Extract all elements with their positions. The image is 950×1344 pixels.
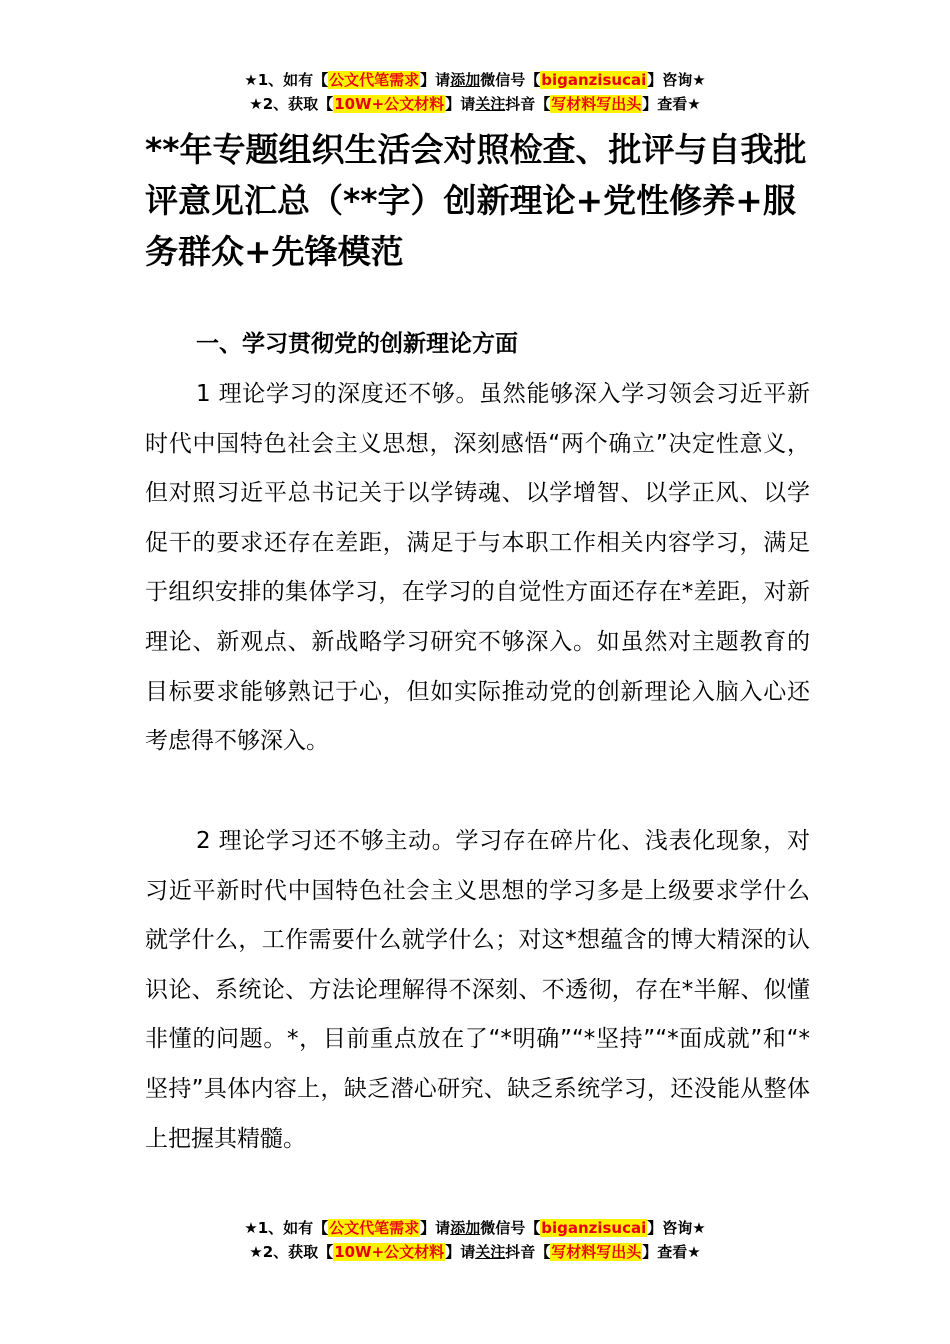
section-heading: 一、学习贯彻党的创新理论方面 bbox=[196, 331, 518, 357]
document-title: **年专题组织生活会对照检查、批评与自我批评意见汇总（**字）创新理论+党性修养+服务群众+先锋模范 bbox=[145, 130, 807, 271]
highlight-douyin-account: 写材料写出头 bbox=[551, 1243, 642, 1261]
highlight-service: 公文代笔需求 bbox=[329, 71, 420, 89]
banner-line-2 bbox=[0, 92, 950, 116]
banner-text: 抖音【 bbox=[505, 1243, 551, 1261]
banner-text: 】请 bbox=[445, 95, 476, 113]
banner-text: ★1、如有【 bbox=[244, 71, 329, 89]
highlight-materials: 10W+公文材料 bbox=[334, 95, 445, 113]
banner-text: 】查看★ bbox=[642, 95, 701, 113]
banner-text: 】请 bbox=[420, 71, 451, 89]
banner-line-2 bbox=[0, 1240, 950, 1264]
banner-line-1 bbox=[0, 68, 950, 92]
highlight-service: 公文代笔需求 bbox=[329, 1219, 420, 1237]
banner-text: 抖音【 bbox=[505, 95, 551, 113]
banner-text: ★1、如有【 bbox=[244, 1219, 329, 1237]
underlined-text: 添加 bbox=[450, 1219, 481, 1237]
body-paragraph: 1 理论学习的深度还不够。虽然能够深入学习领会习近平新时代中国特色社会主义思想，深刻感悟“两个确立”决定性意义，但对照习近平总书记关于以学铸魂、以学增智、以学正风、以学促干的要求还存在差距，满足于与本职工作相关内容学习，满足于组织安排的集体学习，在学习的自觉性方面还存在*差距，对新理论、新观点、新战略学习研究不够深入。如虽然对主题教育的目标要求能够熟记于心，但如实际推动党的创新理论入脑入心还考虑得不够深入。 bbox=[145, 381, 810, 755]
banner-text: 】查看★ bbox=[642, 1243, 701, 1261]
banner-text: 】请 bbox=[420, 1219, 451, 1237]
highlight-materials: 10W+公文材料 bbox=[334, 1243, 445, 1261]
top-banner bbox=[0, 68, 950, 116]
highlight-douyin-account: 写材料写出头 bbox=[551, 95, 642, 113]
banner-text: 微信号【 bbox=[480, 1219, 541, 1237]
underlined-text: 添加 bbox=[450, 71, 481, 89]
underlined-text: 关注 bbox=[475, 1243, 506, 1261]
banner-text: 】咨询★ bbox=[647, 71, 706, 89]
underlined-text: 关注 bbox=[475, 95, 506, 113]
bottom-banner bbox=[0, 1216, 950, 1264]
body-paragraph: 2 理论学习还不够主动。学习存在碎片化、浅表化现象，对习近平新时代中国特色社会主义思想的学习多是上级要求学什么就学什么，工作需要什么就学什么；对这*想蕴含的博大精深的认识论、系统论、方法论理解得不深刻、不透彻，存在*半解、似懂非懂的问题。*，目前重点放在了“*明确”“*坚持”“*面成就”和“*坚持”具体内容上，缺乏潜心研究、缺乏系统学习，还没能从整体上把握其精髓。 bbox=[145, 828, 810, 1152]
banner-text: 】请 bbox=[445, 1243, 476, 1261]
highlight-wechat-id: biganzisucai bbox=[541, 71, 647, 89]
banner-text: ★2、获取【 bbox=[249, 95, 334, 113]
banner-text: 微信号【 bbox=[480, 71, 541, 89]
highlight-wechat-id: biganzisucai bbox=[541, 1219, 647, 1237]
banner-text: ★2、获取【 bbox=[249, 1243, 334, 1261]
banner-line-1 bbox=[0, 1216, 950, 1240]
banner-text: 】咨询★ bbox=[647, 1219, 706, 1237]
